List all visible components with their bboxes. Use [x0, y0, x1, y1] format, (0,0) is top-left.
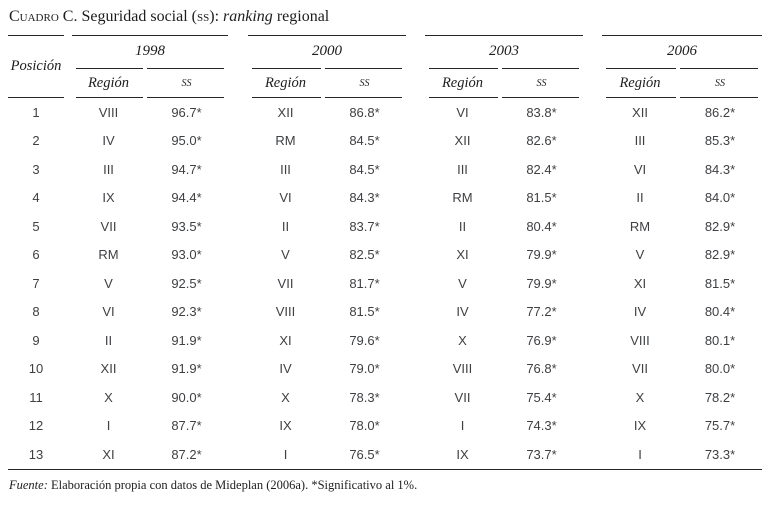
ss-value-cell: 82.6*	[526, 133, 557, 149]
ss-value-cell: 92.5*	[171, 275, 202, 291]
column-gap	[228, 298, 248, 327]
rank-cell: 11	[29, 389, 43, 405]
column-gap	[583, 269, 602, 298]
region-cell: I	[602, 440, 678, 469]
column-gap	[406, 35, 425, 98]
region-cell: XII	[277, 104, 294, 120]
region-cell: RM	[98, 247, 119, 263]
column-gap	[228, 412, 248, 441]
table-row	[8, 440, 762, 469]
ss-value-cell: 81.5*	[349, 304, 380, 320]
column-gap	[406, 383, 425, 412]
column-gap	[228, 155, 248, 184]
column-gap	[64, 127, 72, 156]
ss-value-cell: 81.7*	[349, 275, 380, 291]
region-cell: XII	[100, 361, 117, 377]
region-cell: RM	[629, 218, 651, 234]
column-gap	[228, 184, 248, 213]
column-gap	[583, 35, 602, 98]
ss-value-cell: 94.4*	[171, 190, 202, 206]
table-row	[8, 269, 762, 298]
ss-value-cell: 80.0*	[704, 361, 736, 377]
rank-cell: 4	[32, 190, 40, 206]
region-cell: V	[281, 247, 290, 263]
region-cell: IX	[279, 418, 292, 434]
source-text: Elaboración propia con datos de Mideplan (2006a). *Significativo al 1%.	[47, 477, 418, 492]
ss-value-cell: 86.8*	[349, 104, 380, 120]
table-body	[8, 98, 762, 469]
column-gap	[406, 412, 425, 441]
ss-value-cell: 96.7*	[171, 104, 202, 120]
ss-column-header: ss	[323, 68, 406, 98]
region-cell: VI	[102, 304, 115, 320]
column-gap	[583, 383, 602, 412]
ss-value-cell: 87.7*	[171, 418, 202, 434]
ss-value-cell: 73.7*	[500, 440, 583, 469]
column-gap	[583, 412, 602, 441]
column-gap	[228, 383, 248, 412]
column-gap	[64, 383, 72, 412]
ss-value-cell: 87.2*	[145, 440, 228, 469]
region-cell: IX	[425, 440, 500, 469]
region-cell: V	[458, 275, 467, 291]
column-gap	[583, 127, 602, 156]
ss-value-cell: 83.8*	[526, 104, 557, 120]
subheader-row	[8, 68, 762, 98]
region-cell: X	[281, 389, 290, 405]
region-cell: III	[457, 161, 468, 177]
region-cell: X	[104, 389, 113, 405]
region-column-header: Región	[248, 68, 323, 98]
ss-value-cell: 75.4*	[526, 389, 557, 405]
year-header-row	[8, 35, 762, 68]
region-column-header: Región	[425, 68, 500, 98]
ss-value-cell: 74.3*	[526, 418, 557, 434]
column-gap	[228, 127, 248, 156]
table-row	[8, 127, 762, 156]
column-gap	[406, 355, 425, 384]
region-cell: V	[635, 247, 645, 263]
column-gap	[64, 155, 72, 184]
column-gap	[583, 326, 602, 355]
column-gap	[228, 355, 248, 384]
source-label: Fuente:	[9, 477, 48, 492]
page-title	[9, 6, 762, 27]
title-text-mid: ):	[209, 8, 224, 25]
region-cell: I	[106, 418, 111, 434]
region-cell: X	[635, 389, 645, 405]
ss-value-cell: 73.3*	[678, 440, 762, 469]
year-header-2000: 2000	[248, 35, 406, 68]
region-cell: VIII	[275, 304, 296, 320]
region-cell: IV	[456, 304, 469, 320]
ss-value-cell: 79.9*	[526, 275, 557, 291]
region-cell: XI	[456, 247, 469, 263]
table-row	[8, 383, 762, 412]
region-column-header: Región	[602, 68, 678, 98]
table-label: Cuadro C.	[9, 8, 78, 25]
region-cell: XI	[279, 332, 292, 348]
column-gap	[406, 127, 425, 156]
rank-cell: 2	[32, 133, 40, 149]
rank-cell: 8	[32, 304, 40, 320]
ss-value-cell: 95.0*	[171, 133, 202, 149]
column-gap	[64, 355, 72, 384]
ss-value-cell: 78.2*	[704, 389, 736, 405]
column-gap	[583, 440, 602, 469]
ss-value-cell: 82.5*	[349, 247, 380, 263]
column-gap	[64, 269, 72, 298]
ss-column-header: ss	[678, 68, 762, 98]
column-gap	[228, 35, 248, 98]
column-gap	[406, 326, 425, 355]
column-gap	[583, 212, 602, 241]
region-cell: XII	[632, 104, 648, 120]
region-cell: IV	[633, 304, 647, 320]
column-gap	[583, 241, 602, 270]
ss-value-cell: 78.0*	[349, 418, 380, 434]
title-text: Seguridad social (	[77, 8, 197, 25]
rank-cell: 7	[32, 275, 40, 291]
rank-cell: 1	[32, 104, 40, 120]
ss-value-cell: 82.9*	[704, 247, 736, 263]
ss-value-cell: 75.7*	[704, 418, 736, 434]
ss-value-cell: 80.4*	[526, 218, 557, 234]
region-cell: III	[103, 161, 114, 177]
column-gap	[228, 440, 248, 469]
ss-value-cell: 80.1*	[704, 332, 736, 348]
table-row	[8, 412, 762, 441]
column-gap	[228, 98, 248, 127]
column-gap	[406, 269, 425, 298]
ss-value-cell: 86.2*	[704, 104, 736, 120]
region-cell: V	[104, 275, 113, 291]
table-row	[8, 355, 762, 384]
ss-value-cell: 77.2*	[526, 304, 557, 320]
ss-value-cell: 80.4*	[704, 304, 736, 320]
column-gap	[406, 184, 425, 213]
rank-cell: 6	[32, 247, 40, 263]
region-cell: IV	[279, 361, 292, 377]
rank-cell: 5	[32, 218, 40, 234]
column-gap	[583, 298, 602, 327]
column-gap	[583, 98, 602, 127]
column-gap	[64, 298, 72, 327]
title-italic-word: ranking	[223, 8, 273, 25]
region-cell: VI	[279, 190, 292, 206]
region-cell: III	[634, 133, 646, 149]
ss-value-cell: 93.0*	[171, 247, 202, 263]
table-row	[8, 184, 762, 213]
column-gap	[583, 355, 602, 384]
ss-value-cell: 92.3*	[171, 304, 202, 320]
ss-value-cell: 85.3*	[704, 133, 736, 149]
table-row	[8, 98, 762, 127]
year-header-1998: 1998	[72, 35, 228, 68]
ranking-table	[8, 35, 762, 470]
rank-cell: 10	[28, 361, 44, 377]
region-cell: XI	[633, 275, 647, 291]
ss-value-cell: 90.0*	[171, 389, 202, 405]
region-cell: IX	[102, 190, 115, 206]
column-gap	[64, 212, 72, 241]
ss-value-cell: 78.3*	[349, 389, 380, 405]
region-cell: II	[636, 190, 644, 206]
table-row	[8, 298, 762, 327]
region-cell: RM	[275, 133, 296, 149]
region-cell: RM	[452, 190, 473, 206]
column-gap	[228, 212, 248, 241]
column-gap	[583, 155, 602, 184]
ss-column-header: ss	[145, 68, 228, 98]
ss-value-cell: 94.7*	[171, 161, 202, 177]
region-cell: VIII	[630, 332, 650, 348]
ss-value-cell: 91.9*	[171, 332, 202, 348]
ss-value-cell: 76.8*	[526, 361, 557, 377]
ss-value-cell: 83.7*	[349, 218, 380, 234]
column-gap	[64, 326, 72, 355]
region-cell: XII	[454, 133, 471, 149]
rank-cell: 9	[32, 332, 40, 348]
region-cell: VII	[277, 275, 294, 291]
column-gap	[406, 298, 425, 327]
ss-value-cell: 82.4*	[526, 161, 557, 177]
ss-value-cell: 76.5*	[323, 440, 406, 469]
table-row	[8, 326, 762, 355]
region-cell: VI	[456, 104, 469, 120]
ss-value-cell: 93.5*	[171, 218, 202, 234]
rank-cell: 3	[32, 161, 40, 177]
column-gap	[64, 412, 72, 441]
ss-value-cell: 82.9*	[704, 218, 736, 234]
region-column-header: Región	[72, 68, 145, 98]
rank-cell: 12	[28, 418, 44, 434]
region-cell: III	[280, 161, 291, 177]
region-cell: VIII	[98, 104, 119, 120]
table-row	[8, 155, 762, 184]
title-smallcaps-ss: ss	[197, 8, 210, 25]
column-gap	[406, 241, 425, 270]
ss-value-cell: 84.3*	[349, 190, 380, 206]
column-gap	[406, 155, 425, 184]
ss-value-cell: 81.5*	[704, 275, 736, 291]
region-cell: II	[104, 332, 113, 348]
column-gap	[406, 98, 425, 127]
region-cell: I	[460, 418, 465, 434]
ss-value-cell: 79.9*	[526, 247, 557, 263]
column-gap	[406, 440, 425, 469]
region-cell: VII	[454, 389, 471, 405]
region-cell: VII	[632, 361, 648, 377]
table-row	[8, 241, 762, 270]
ss-value-cell: 81.5*	[526, 190, 557, 206]
column-gap	[64, 35, 72, 98]
ss-value-cell: 84.5*	[349, 133, 380, 149]
year-header-2006: 2006	[602, 35, 762, 68]
ss-value-cell: 91.9*	[171, 361, 202, 377]
region-cell: XI	[72, 440, 145, 469]
region-cell: VII	[100, 218, 117, 234]
region-cell: I	[248, 440, 323, 469]
column-gap	[64, 241, 72, 270]
region-cell: VIII	[452, 361, 473, 377]
ss-value-cell: 84.0*	[704, 190, 736, 206]
ss-value-cell: 84.5*	[349, 161, 380, 177]
source-note	[9, 478, 762, 493]
title-text-end: regional	[272, 8, 330, 25]
region-cell: II	[458, 218, 467, 234]
table-row	[8, 212, 762, 241]
year-header-2003: 2003	[425, 35, 583, 68]
column-gap	[64, 440, 72, 469]
region-cell: IV	[102, 133, 115, 149]
column-gap	[406, 212, 425, 241]
ss-value-cell: 79.6*	[349, 332, 380, 348]
ss-value-cell: 76.9*	[526, 332, 557, 348]
ss-value-cell: 79.0*	[349, 361, 380, 377]
region-cell: II	[281, 218, 290, 234]
column-gap	[64, 184, 72, 213]
column-gap	[228, 241, 248, 270]
column-gap	[228, 326, 248, 355]
region-cell: X	[458, 332, 467, 348]
rank-cell: 13	[8, 440, 64, 469]
ss-value-cell: 84.3*	[704, 161, 736, 177]
position-column-header: Posición	[8, 35, 64, 98]
region-cell: VI	[633, 161, 647, 177]
ss-column-header: ss	[500, 68, 583, 98]
column-gap	[583, 184, 602, 213]
column-gap	[228, 269, 248, 298]
region-cell: IX	[633, 418, 647, 434]
column-gap	[64, 98, 72, 127]
